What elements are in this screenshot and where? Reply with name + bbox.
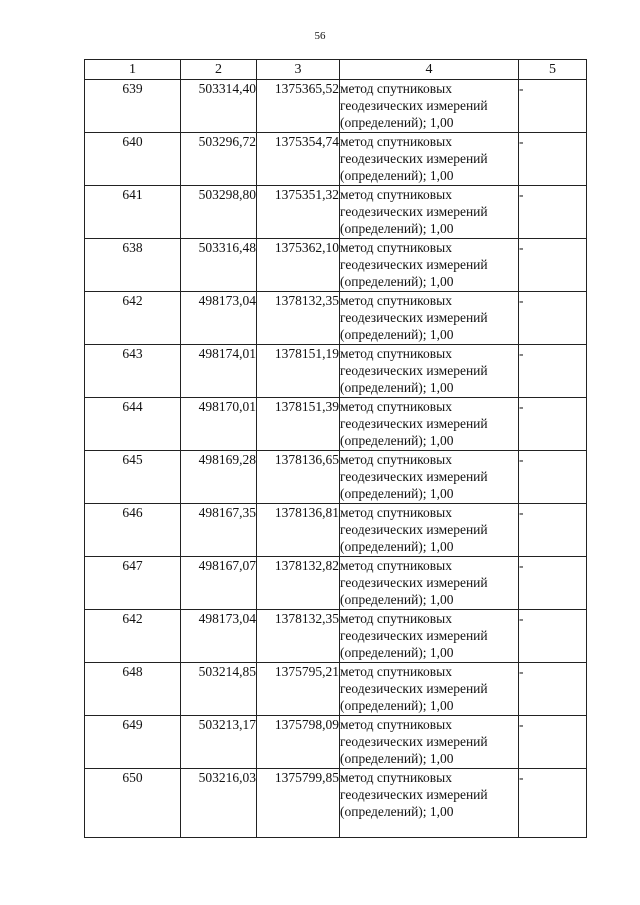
point-number-cell: 650 <box>85 769 181 838</box>
point-number-cell: 638 <box>85 239 181 292</box>
point-number-cell: 646 <box>85 504 181 557</box>
header-cell-2: 2 <box>181 60 257 80</box>
x-coordinate-cell: 498167,35 <box>181 504 257 557</box>
method-text-line: геодезических измерений <box>340 204 488 219</box>
point-number-cell: 642 <box>85 610 181 663</box>
table-row <box>85 504 587 557</box>
table-row <box>85 345 587 398</box>
method-text-line: (определений); 1,00 <box>340 486 454 501</box>
table-row <box>85 451 587 504</box>
method-cell <box>340 345 519 398</box>
table-row <box>85 292 587 345</box>
method-text-line: (определений); 1,00 <box>340 380 454 395</box>
method-text-line: геодезических измерений <box>340 522 488 537</box>
point-number-cell: 647 <box>85 557 181 610</box>
x-coordinate-cell: 503216,03 <box>181 769 257 838</box>
method-text-line: метод спутниковых <box>340 81 452 96</box>
table-row <box>85 186 587 239</box>
y-coordinate-cell: 1375354,74 <box>257 133 340 186</box>
note-cell: - <box>519 186 587 239</box>
note-cell: - <box>519 451 587 504</box>
page-number: 56 <box>314 30 326 42</box>
header-row <box>85 60 587 80</box>
y-coordinate-cell: 1375799,85 <box>257 769 340 838</box>
method-text-line: геодезических измерений <box>340 734 488 749</box>
y-coordinate-cell: 1375362,10 <box>257 239 340 292</box>
x-coordinate-cell: 503296,72 <box>181 133 257 186</box>
method-text-line: геодезических измерений <box>340 416 488 431</box>
y-coordinate-cell: 1378151,19 <box>257 345 340 398</box>
table-row <box>85 133 587 186</box>
y-coordinate-cell: 1378132,35 <box>257 292 340 345</box>
point-number-cell: 642 <box>85 292 181 345</box>
x-coordinate-cell: 498174,01 <box>181 345 257 398</box>
method-text-line: (определений); 1,00 <box>340 539 454 554</box>
method-text-line: (определений); 1,00 <box>340 168 454 183</box>
note-cell: - <box>519 504 587 557</box>
table-row <box>85 557 587 610</box>
header-cell-1: 1 <box>85 60 181 80</box>
note-cell: - <box>519 345 587 398</box>
y-coordinate-cell: 1378132,82 <box>257 557 340 610</box>
method-cell <box>340 610 519 663</box>
method-cell <box>340 504 519 557</box>
note-cell: - <box>519 398 587 451</box>
header-cell-4: 4 <box>340 60 519 80</box>
method-text-line: (определений); 1,00 <box>340 221 454 236</box>
method-text-line: геодезических измерений <box>340 469 488 484</box>
x-coordinate-cell: 498173,04 <box>181 292 257 345</box>
method-text-line: метод спутниковых <box>340 293 452 308</box>
method-text-line: (определений); 1,00 <box>340 592 454 607</box>
x-coordinate-cell: 498170,01 <box>181 398 257 451</box>
note-cell: - <box>519 663 587 716</box>
method-text-line: метод спутниковых <box>340 452 452 467</box>
method-text-line: геодезических измерений <box>340 787 488 802</box>
y-coordinate-cell: 1375365,52 <box>257 80 340 133</box>
method-cell <box>340 239 519 292</box>
method-cell <box>340 80 519 133</box>
point-number-cell: 639 <box>85 80 181 133</box>
method-cell <box>340 769 519 838</box>
y-coordinate-cell: 1375795,21 <box>257 663 340 716</box>
note-cell: - <box>519 80 587 133</box>
note-cell: - <box>519 610 587 663</box>
method-text-line: (определений); 1,00 <box>340 115 454 130</box>
y-coordinate-cell: 1378151,39 <box>257 398 340 451</box>
method-text-line: геодезических измерений <box>340 363 488 378</box>
point-number-cell: 644 <box>85 398 181 451</box>
method-text-line: (определений); 1,00 <box>340 433 454 448</box>
y-coordinate-cell: 1375351,32 <box>257 186 340 239</box>
method-text-line: геодезических измерений <box>340 98 488 113</box>
method-cell <box>340 451 519 504</box>
method-text-line: метод спутниковых <box>340 240 452 255</box>
method-text-line: метод спутниковых <box>340 770 452 785</box>
method-text-line: геодезических измерений <box>340 151 488 166</box>
method-cell <box>340 398 519 451</box>
y-coordinate-cell: 1375798,09 <box>257 716 340 769</box>
note-cell: - <box>519 133 587 186</box>
method-cell <box>340 292 519 345</box>
method-text-line: метод спутниковых <box>340 558 452 573</box>
method-cell <box>340 557 519 610</box>
method-text-line: геодезических измерений <box>340 575 488 590</box>
method-text-line: метод спутниковых <box>340 187 452 202</box>
note-cell: - <box>519 239 587 292</box>
table-row <box>85 398 587 451</box>
method-text-line: метод спутниковых <box>340 505 452 520</box>
x-coordinate-cell: 498169,28 <box>181 451 257 504</box>
x-coordinate-cell: 503213,17 <box>181 716 257 769</box>
x-coordinate-cell: 498173,04 <box>181 610 257 663</box>
method-text-line: (определений); 1,00 <box>340 751 454 766</box>
x-coordinate-cell: 498167,07 <box>181 557 257 610</box>
header-cell-5: 5 <box>519 60 587 80</box>
method-text-line: (определений); 1,00 <box>340 645 454 660</box>
x-coordinate-cell: 503214,85 <box>181 663 257 716</box>
point-number-cell: 648 <box>85 663 181 716</box>
note-cell: - <box>519 557 587 610</box>
method-text-line: метод спутниковых <box>340 664 452 679</box>
y-coordinate-cell: 1378132,35 <box>257 610 340 663</box>
method-cell <box>340 133 519 186</box>
table-row <box>85 80 587 133</box>
header-cell-3: 3 <box>257 60 340 80</box>
point-number-cell: 643 <box>85 345 181 398</box>
x-coordinate-cell: 503298,80 <box>181 186 257 239</box>
method-text-line: метод спутниковых <box>340 611 452 626</box>
method-text-line: (определений); 1,00 <box>340 274 454 289</box>
point-number-cell: 641 <box>85 186 181 239</box>
table-row <box>85 769 587 838</box>
y-coordinate-cell: 1378136,81 <box>257 504 340 557</box>
method-text-line: (определений); 1,00 <box>340 698 454 713</box>
method-text-line: метод спутниковых <box>340 134 452 149</box>
x-coordinate-cell: 503314,40 <box>181 80 257 133</box>
table-row <box>85 716 587 769</box>
y-coordinate-cell: 1378136,65 <box>257 451 340 504</box>
table-body <box>85 80 587 838</box>
point-number-cell: 649 <box>85 716 181 769</box>
method-text-line: метод спутниковых <box>340 346 452 361</box>
table-row <box>85 610 587 663</box>
method-cell <box>340 716 519 769</box>
method-text-line: геодезических измерений <box>340 628 488 643</box>
table-header <box>85 60 587 80</box>
point-number-cell: 645 <box>85 451 181 504</box>
method-text-line: (определений); 1,00 <box>340 327 454 342</box>
method-text-line: геодезических измерений <box>340 257 488 272</box>
method-text-line: метод спутниковых <box>340 717 452 732</box>
method-text-line: геодезических измерений <box>340 681 488 696</box>
note-cell: - <box>519 769 587 838</box>
method-cell <box>340 186 519 239</box>
note-cell: - <box>519 292 587 345</box>
method-text-line: метод спутниковых <box>340 399 452 414</box>
coordinates-table <box>84 59 587 838</box>
method-cell <box>340 663 519 716</box>
table-row <box>85 663 587 716</box>
x-coordinate-cell: 503316,48 <box>181 239 257 292</box>
point-number-cell: 640 <box>85 133 181 186</box>
method-text-line: геодезических измерений <box>340 310 488 325</box>
note-cell: - <box>519 716 587 769</box>
table-row <box>85 239 587 292</box>
method-text-line: (определений); 1,00 <box>340 804 454 819</box>
